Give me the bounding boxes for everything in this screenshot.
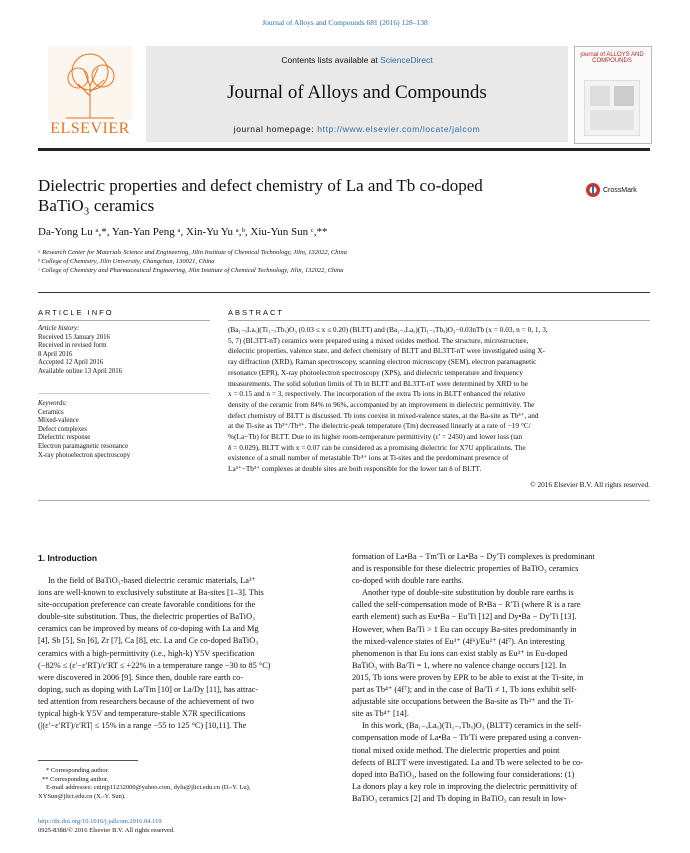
elsevier-tree-logo (48, 46, 132, 120)
journal-title: Journal of Alloys and Compounds (227, 82, 487, 103)
left-column-text (38, 575, 334, 732)
footnote-rule (38, 760, 138, 761)
crossmark-icon (585, 182, 601, 198)
history-item: Received 15 January 2016 (38, 333, 110, 341)
abstract-bottom-rule (38, 500, 650, 501)
author-list: Da-Yong Lu ᵃ,*, Yan-Yan Peng ᵃ, Xin-Yu Yu ᵃ,ᵇ, Xiu-Yun Sun ᶜ,** (38, 226, 328, 238)
abstract-line: density of the ceramic from 84% to 96%, accompanied by an improvement in dielectric permittivity. The (228, 399, 535, 409)
affiliation-c: ᶜ College of Chemistry and Pharmaceutical Engineering, Jilin Institute of Chemical Technology, Jilin, 132022, China (38, 267, 344, 274)
email-line-2[interactable]: XYSun@jlict.edu.cn (X.-Y. Sun). (38, 792, 126, 800)
abstract-line: %(La−Tb) for BLTT. Due to its higher room-temperature permittivity (ε′ = 2450) and lower loss (tan (228, 432, 523, 442)
keyword: Ceramics (38, 408, 64, 416)
info-rule (38, 320, 210, 321)
body-line: ceramics can be improved by means of co-doping with La and Mg (38, 624, 259, 634)
cover-figure (584, 80, 640, 136)
keyword: Defect complexes (38, 425, 87, 433)
keyword: X-ray photoelectron spectroscopy (38, 451, 131, 459)
body-line: La donors play a key role in improving the dielectric permittivity of (352, 781, 578, 791)
contents-line (146, 55, 568, 65)
body-line: phenomenon is that Eu ions can exist stably as Eu³⁺ in Eu-doped (352, 648, 568, 658)
abstract-line: ray diffraction (XRD), Raman spectroscopy, scanning electron microscopy (SEM), electron paramagnetic (228, 357, 537, 367)
affiliation-b: ᵇ College of Chemistry, Jilin University, Changchun, 130021, China (38, 258, 215, 265)
abstract-line: x = 0.15 and n = 3, respectively. The incorporation of the extra Tb ions in BLTT enhanced the relative (228, 389, 526, 399)
body-line: and is responsible for these dielectric properties of BaTiO₃ ceramics (352, 564, 579, 574)
abstract-line: at the Ti-site as Tb³⁺/Tb⁴⁺. The dielectric-peak temperature (Tm) decreased linearly at a rate of −19 °C/ (228, 421, 531, 431)
body-line: However, when Ba/Ti > 1 Eu can occupy Ba-sites predominantly in (352, 624, 577, 634)
body-line: were discovered in 2006 [9]. Since then, double rare earth co- (38, 672, 244, 682)
right-column-text (352, 551, 648, 805)
abstract-line: measurements. The solid solution limits of Tb in BLTT and BL3TT-nT were determined by XRD to be (228, 378, 528, 388)
keyword: Dielectric response (38, 434, 91, 442)
section-rule (38, 292, 650, 293)
body-line: earth element) such as Eu•Ba − Eu′Ti [12] and Dy•Ba − Dy′Ti [13]. (352, 612, 577, 622)
header-rule (38, 148, 650, 151)
issn-line: 0925-8388/© 2016 Elsevier B.V. All rights reserved. (38, 826, 175, 834)
body-line: ted attention from researchers because of the achievement of two (38, 696, 254, 706)
body-line: the mixed-valence states of Eu³⁺ (4f⁶)/Eu²⁺ (4f⁷). An interesting (352, 636, 565, 646)
abstract-line: dielectric properties, valence state, and defect chemistry of BLTT and BL3TT-nT were investigated using X- (228, 346, 545, 356)
body-line: doped into BaTiO₃, based on the following four considerations: (1) (352, 769, 575, 779)
affiliation-a: ᵃ Research Center for Materials Science and Engineering, Jilin Institute of Chemical Technology, Jilin, 132022, China (38, 249, 347, 256)
body-line: BaTiO₃ ceramics [2] and Tb doping in BaTiO₃ can result in low- (352, 793, 567, 803)
body-line: typical high-k Y5V and temperature-stable X7R specifications (38, 709, 246, 719)
doi-link[interactable]: http://dx.doi.org/10.1016/j.jallcom.2016.04.119 (38, 818, 162, 825)
history-item: Accepted 12 April 2016 (38, 359, 104, 367)
body-line: Another type of double-site substitution by double rare earths is (362, 588, 574, 598)
body-line: called the self-compensation mode of R•Ba − R′Ti (where R is a rare (352, 600, 581, 610)
abstract-line: 5, 7) (BL3TT-nT) ceramics were prepared using a mixed oxides method. The structure, microstructure, (228, 335, 529, 345)
crossmark-label: CrossMark (602, 186, 637, 194)
body-line: double-site substitution. Thus, the dielectric properties of BaTiO₃ (38, 612, 255, 622)
keyword: Electron paramagnetic resonance (38, 442, 129, 450)
article-history (38, 325, 210, 377)
body-line: compensation mode of La•Ba − Tb′Ti were prepared using a conven- (352, 733, 582, 743)
abstract-heading: ABSTRACT (228, 308, 285, 317)
body-line: formation of La•Ba − Tm′Ti or La•Ba − Dy′Ti complexes is predominant (352, 552, 595, 561)
body-line: ceramics with a high-permittivity (i.e., high-k) Y5V specification (38, 648, 255, 658)
abstract-rule (228, 320, 650, 321)
body-line: 2015, Tb ions were proven by EPR to be able to exist at the Ti-site, in (352, 672, 584, 682)
body-line: adjustable site occupations between the Ba-site as Tb³⁺ and the Ti- (352, 697, 574, 707)
journal-reference[interactable]: Journal of Alloys and Compounds 681 (2016) 128–138 (262, 18, 428, 27)
corresponding-author-1: * Corresponding author. (46, 767, 110, 774)
abstract-line: La³⁺−Tb³⁺ complexes at double sites are both responsible for the lower tan δ of BLTT. (228, 464, 482, 474)
title-line-2: BaTiO₃ ceramics (38, 196, 155, 215)
body-line: site-occupation preference can create favorable conditions for the (38, 600, 256, 610)
keyword: Mixed-valence (38, 417, 79, 425)
keywords-list (38, 400, 210, 460)
introduction-heading: 1. Introduction (38, 553, 98, 563)
body-line: BaTiO₃ with Ba/Ti = 1, where no valence change occurs [12]. In (352, 660, 567, 670)
body-line: (−82% ≤ (ε′−ε′RT)/ε′RT ≤ +22% in a temperature range −30 to 85 °C) (38, 660, 271, 670)
corresponding-author-2: ** Corresponding author. (42, 775, 109, 783)
body-line: ions are well-known to exclusively substitute at Ba-sites [1–3]. This (38, 588, 264, 598)
cover-title: journal of ALLOYS AND COMPOUNDS (580, 52, 644, 64)
publisher-name: ELSEVIER (50, 120, 130, 137)
homepage-prefix: journal homepage: (233, 124, 318, 134)
body-line: tional mixed oxide method. The dielectric properties and point (352, 745, 560, 755)
body-line: [4], Sb [5], Sn [6], Zr [7], Ca [8], etc. La and Ce co-doped BaTiO₃ (38, 636, 259, 646)
body-line: In this work, (Ba₁₋ₓLaₓ)(Ti₁₋ₓTbₓ)O₃ (BLTT) ceramics in the self- (362, 721, 582, 731)
abstract-line: δ = 0.029), BLTT with x = 0.07 can be considered as a promising dielectric for X7U applications. The (228, 442, 526, 452)
article-title (38, 176, 538, 216)
abstract-line: (Ba₁₋ₓLaₓ)(Ti₁₋ₓTbₓ)O₃ (0.03 ≤ x ≤ 0.20) (BLTT) and (Ba₁₋ₓLaₓ)(Ti₁₋ₓTbₓ)O₃−0.03nTb (x = 0.03, n = 0, 1, 3, (228, 325, 548, 334)
history-item: Received in revised form (38, 342, 107, 350)
abstract-body (228, 325, 650, 475)
title-line-1: Dielectric properties and defect chemistry of La and Tb co-doped (38, 176, 483, 195)
article-info-heading: ARTICLE INFO (38, 308, 114, 317)
body-line: doping, such as doping with La/Tm [10] or La/Dy [11], has attrac- (38, 684, 259, 694)
history-item: 8 April 2016 (38, 350, 73, 358)
abstract-line: existence of a small number of metastable Tb⁴⁺ ions at Ti-sites and the predominant presence of (228, 453, 509, 463)
footnotes (38, 767, 334, 801)
sciencedirect-link[interactable]: ScienceDirect (380, 55, 433, 65)
body-line: defects of BLTT were investigated. La and Tb were selected to be co- (352, 757, 583, 767)
abstract-line: defect chemistry of BLTT is discussed. Tb ions coexist in mixed-valence states, at the Ba-site as Tb³⁺, and (228, 410, 539, 420)
copyright-notice: © 2016 Elsevier B.V. All rights reserved. (530, 480, 650, 489)
keywords-rule (38, 393, 210, 394)
abstract-line: resonance (EPR), X-ray photoelectron spectroscopy (XPS), and dielectric temperature and frequency (228, 367, 524, 377)
history-label: Article history: (38, 325, 80, 332)
history-item: Available online 13 April 2016 (38, 367, 123, 375)
body-line: (|(ε′−ε′RT)/ε′RT| ≤ 15% in a range −55 to 125 °C) [10,11]. The (38, 721, 247, 731)
body-line: In the field of BaTiO₃-based dielectric ceramic materials, La³⁺ (48, 576, 256, 585)
doi-block (38, 818, 334, 835)
email-line-1[interactable]: E-mail addresses: cninjp11232000@yahoo.com, dylu@jlict.edu.cn (D.-Y. Lu), (46, 784, 251, 791)
keywords-label: Keywords: (38, 400, 68, 407)
contents-prefix: Contents lists available at (281, 55, 381, 65)
homepage-link[interactable]: http://www.elsevier.com/locate/jalcom (317, 124, 481, 134)
body-line: part as Tb⁴⁺ (4f⁷); and in the case of Ba/Ti ≠ 1, Tb ions exhibit self- (352, 685, 577, 695)
body-line: site as Tb⁴⁺ [14]. (352, 709, 409, 719)
journal-homepage (146, 124, 568, 134)
body-line: co-doped with double rare earths. (352, 576, 464, 586)
crossmark-badge[interactable] (585, 182, 645, 202)
